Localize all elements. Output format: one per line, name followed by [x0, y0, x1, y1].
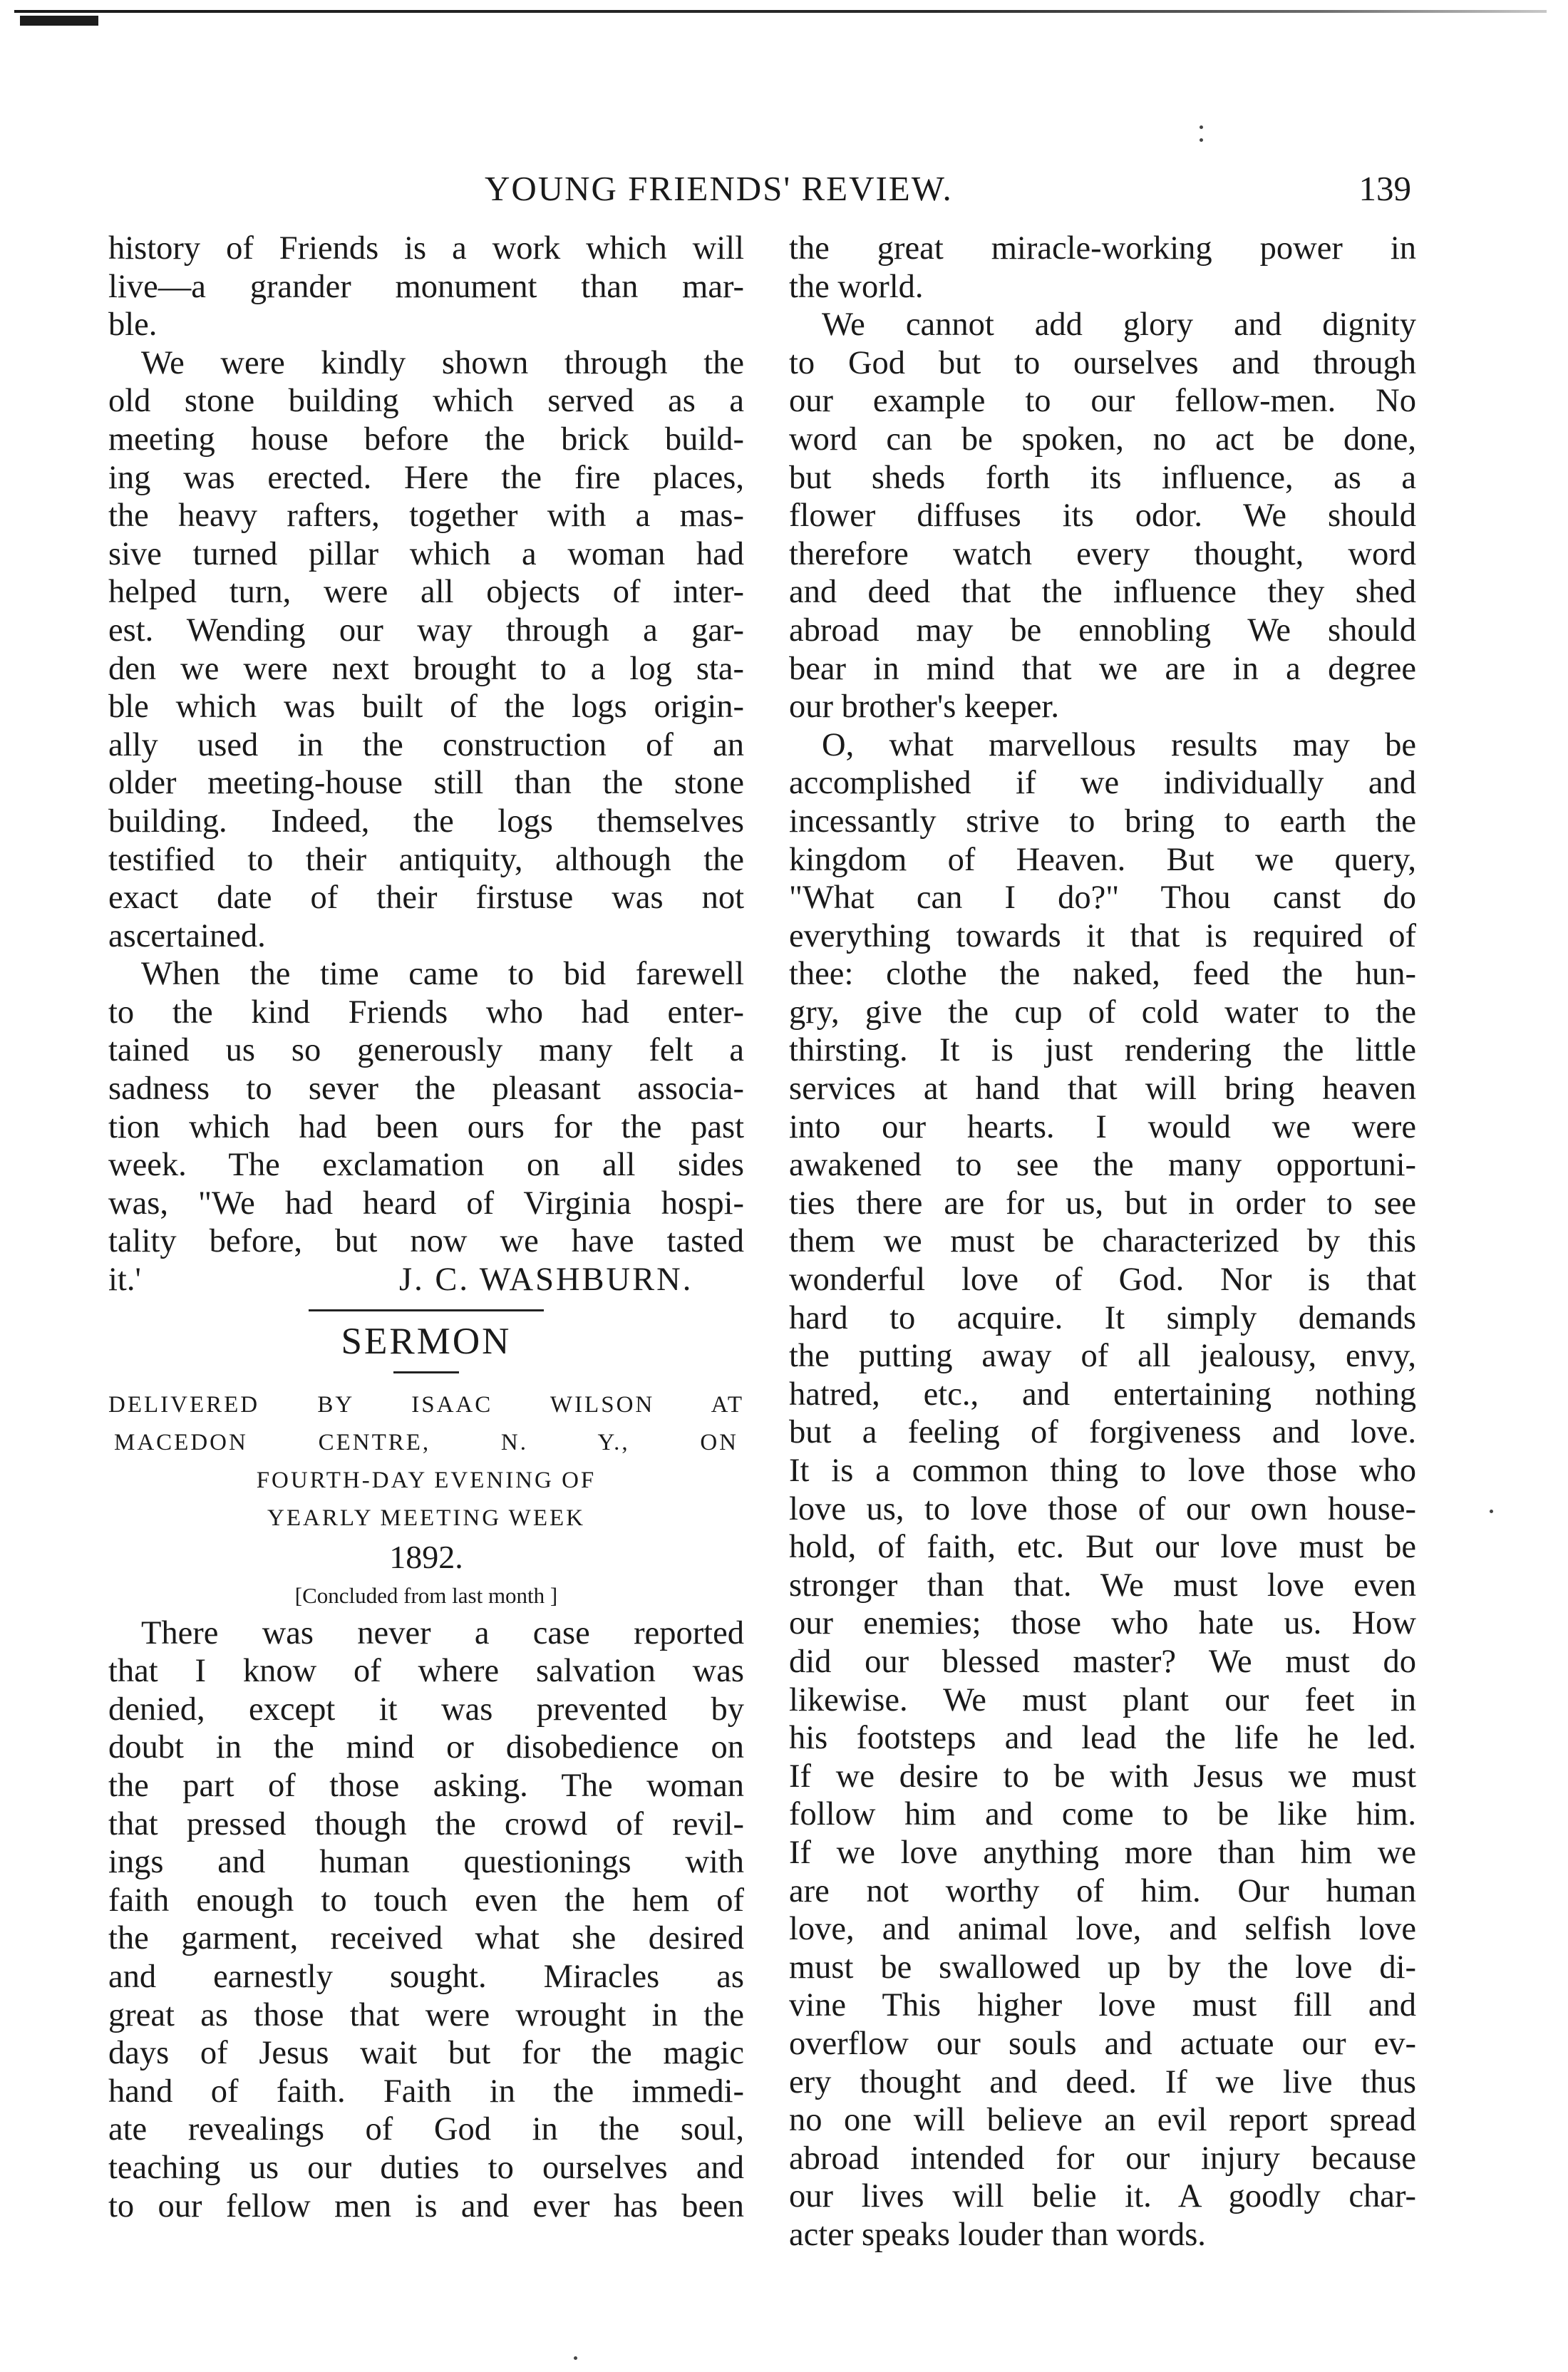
text-line: tion which had been ours for the past: [108, 1108, 744, 1145]
page-header: [485, 168, 1411, 218]
text-line: the heavy rafters, together with a mas-: [108, 497, 744, 535]
text-line: awakened to see the many opportuni-: [789, 1147, 1416, 1184]
text-line: O, what marvellous results may be: [822, 726, 1416, 763]
text-line: it.': [108, 1262, 141, 1299]
text-line: to the kind Friends who had enter-: [108, 994, 744, 1031]
text-line: great as those that were wrought in the: [108, 1996, 744, 2033]
text-line: must be swallowed up by the love di-: [789, 1949, 1416, 1986]
paragraph-salvation: [108, 1614, 744, 2226]
text-line: accomplished if we individually and: [789, 765, 1416, 802]
continuation-note: [Concluded from last month ]: [294, 1582, 558, 1608]
text-line: doubt in the mind or disobedience on: [108, 1729, 744, 1766]
text-line: teaching us our duties to ourselves and: [108, 2149, 744, 2186]
text-line: ble which was built of the logs origin-: [108, 689, 744, 726]
right-column: [789, 230, 1416, 2254]
text-line: "What can I do?" Thou canst do: [789, 880, 1416, 917]
text-line: the great miracle-working power in: [789, 230, 1416, 267]
paragraph-stone-building: [108, 344, 744, 956]
sermon-subtitle: [108, 1386, 744, 1537]
text-line: incessantly strive to bring to earth the: [789, 803, 1416, 840]
signature-line: [108, 1261, 744, 1299]
text-line: ble.: [108, 306, 158, 344]
section-title: SERMON: [341, 1320, 512, 1362]
text-line: hard to acquire. It simply demands: [789, 1299, 1416, 1336]
text-line: the part of those asking. The woman: [108, 1768, 744, 1804]
text-line: ings and human questionings with: [108, 1844, 744, 1881]
text-line: kingdom of Heaven. But we query,: [789, 841, 1416, 878]
text-line: ties there are for us, but in order to see: [789, 1185, 1416, 1222]
text-line: to God but to ourselves and through: [789, 344, 1416, 381]
text-line: was, "We had heard of Virginia hospi-: [108, 1185, 744, 1222]
text-line: If we love anything more than him we: [789, 1834, 1416, 1871]
paragraph-glory: [789, 306, 1416, 726]
running-title: YOUNG FRIENDS' REVIEW.: [485, 169, 953, 208]
text-line: everything towards it that is required of: [789, 917, 1416, 954]
text-line: are not worthy of him. Our human: [789, 1872, 1416, 1909]
sermon-year: 1892.: [389, 1538, 463, 1575]
text-line: den we were next brought to a log sta-: [108, 650, 744, 687]
text-line: follow him and come to be like him.: [789, 1796, 1416, 1833]
text-line: exact date of their firstuse was not: [108, 880, 744, 917]
text-line: ascertained.: [108, 917, 266, 954]
text-line: word can be spoken, no act be done,: [789, 421, 1416, 458]
text-line: no one will believe an evil report spread: [789, 2102, 1416, 2139]
top-border-rule: [14, 10, 1547, 13]
subtitle-line: DELIVERED BY ISAAC WILSON AT: [108, 1391, 744, 1418]
text-line: faith enough to touch even the hem of: [108, 1882, 744, 1919]
text-line: gry, give the cup of cold water to the: [789, 994, 1416, 1031]
subtitle-line: FOURTH-DAY EVENING OF: [256, 1467, 597, 1493]
text-line: abroad intended for our injury because: [789, 2140, 1416, 2177]
text-line: but sheds forth its influence, as a: [789, 459, 1416, 496]
title-underline: [393, 1371, 459, 1373]
text-line: thee: clothe the naked, feed the hun-: [789, 956, 1416, 993]
text-line: them we must be characterized by this: [789, 1223, 1416, 1260]
text-line: We cannot add glory and dignity: [822, 306, 1416, 344]
text-line: thirsting. It is just rendering the little: [789, 1032, 1416, 1069]
text-line: our lives will belie it. A goodly char-: [789, 2178, 1416, 2215]
text-line: vine This higher love must fill and: [789, 1987, 1416, 2024]
print-speck: [1490, 1510, 1493, 1513]
text-line: tained us so generously many felt a: [108, 1032, 744, 1069]
section-divider: [309, 1309, 544, 1311]
text-line: and earnestly sought. Miracles as: [108, 1958, 744, 1995]
text-line: love us, to love those of our own house-: [789, 1490, 1416, 1527]
print-speck: [574, 2356, 577, 2360]
text-line: ery thought and deed. If we live thus: [789, 2063, 1416, 2100]
text-line: hatred, etc., and entertaining nothing: [789, 1376, 1416, 1413]
paragraph-marvellous-results: [789, 726, 1416, 2254]
text-line: helped turn, were all objects of inter-: [108, 574, 744, 611]
text-line: and deed that the influence they shed: [789, 574, 1416, 611]
text-line: ate revealings of God in the soul,: [108, 2111, 744, 2148]
text-line: stronger than that. We must love even: [789, 1567, 1416, 1604]
text-line: the garment, received what she desired: [108, 1920, 744, 1957]
text-line: the world.: [789, 268, 924, 305]
text-line: There was never a case reported: [141, 1614, 744, 1651]
text-line: When the time came to bid farewell: [141, 956, 744, 993]
text-line: week. The exclamation on all sides: [108, 1147, 744, 1184]
text-line: his footsteps and lead the life he led.: [789, 1720, 1416, 1757]
paragraph-farewell: [108, 955, 744, 1299]
text-line: that pressed though the crowd of revil-: [108, 1805, 744, 1842]
text-line: sive turned pillar which a woman had: [108, 535, 744, 572]
text-line: bear in mind that we are in a degree: [789, 650, 1416, 687]
left-column: [108, 230, 744, 2225]
text-line: wonderful love of God. Nor is that: [789, 1262, 1416, 1299]
print-speck: [1200, 138, 1203, 142]
subtitle-line: YEARLY MEETING WEEK: [267, 1505, 585, 1531]
text-line: but a feeling of forgiveness and love.: [789, 1414, 1416, 1451]
text-line: live—a grander monument than mar-: [108, 268, 744, 305]
text-line: love, and animal love, and selfish love: [789, 1911, 1416, 1948]
text-line: testified to their antiquity, although the: [108, 841, 744, 878]
text-line: the putting away of all jealousy, envy,: [789, 1338, 1416, 1375]
text-line: building. Indeed, the logs themselves: [108, 803, 744, 840]
page-number: 139: [1358, 169, 1411, 208]
text-line: overflow our souls and actuate our ev-: [789, 2025, 1416, 2062]
text-line: history of Friends is a work which will: [108, 230, 744, 267]
text-line: ing was erected. Here the fire places,: [108, 459, 744, 496]
text-line: est. Wending our way through a gar-: [108, 612, 744, 649]
text-line: our enemies; those who hate us. How: [789, 1605, 1416, 1642]
text-line: acter speaks louder than words.: [789, 2216, 1206, 2253]
text-line: our brother's keeper.: [789, 689, 1059, 726]
text-line: flower diffuses its odor. We should: [789, 497, 1416, 535]
text-line: services at hand that will bring heaven: [789, 1071, 1416, 1108]
text-line: older meeting-house still than the stone: [108, 765, 744, 802]
text-line: If we desire to be with Jesus we must: [789, 1758, 1416, 1795]
text-line: therefore watch every thought, word: [789, 535, 1416, 572]
text-line: into our hearts. I would we were: [789, 1108, 1416, 1145]
text-line: hold, of faith, etc. But our love must be: [789, 1529, 1416, 1566]
text-line: It is a common thing to love those who: [789, 1453, 1416, 1489]
author-signature: J. C. WASHBURN.: [399, 1262, 693, 1299]
text-line: sadness to sever the pleasant associa-: [108, 1071, 744, 1108]
text-line: denied, except it was prevented by: [108, 1691, 744, 1728]
paragraph-miracle-power: [789, 230, 1416, 306]
text-line: days of Jesus wait but for the magic: [108, 2035, 744, 2072]
text-line: abroad may be ennobling We should: [789, 612, 1416, 649]
text-line: meeting house before the brick build-: [108, 421, 744, 458]
subtitle-line: MACEDON CENTRE, N. Y., ON: [114, 1429, 738, 1455]
text-line: tality before, but now we have tasted: [108, 1223, 744, 1260]
top-border-mark: [20, 16, 98, 26]
text-line: We were kindly shown through the: [141, 344, 744, 381]
text-line: hand of faith. Faith in the immedi-: [108, 2073, 744, 2110]
text-line: likewise. We must plant our feet in: [789, 1681, 1416, 1718]
text-line: to our fellow men is and ever has been: [108, 2187, 744, 2224]
text-line: did our blessed master? We must do: [789, 1643, 1416, 1680]
paragraph-history: [108, 230, 744, 344]
text-line: ally used in the construction of an: [108, 726, 744, 763]
print-speck: [1200, 125, 1203, 129]
text-line: our example to our fellow-men. No: [789, 383, 1416, 420]
text-line: that I know of where salvation was: [108, 1653, 744, 1690]
text-line: old stone building which served as a: [108, 383, 744, 420]
